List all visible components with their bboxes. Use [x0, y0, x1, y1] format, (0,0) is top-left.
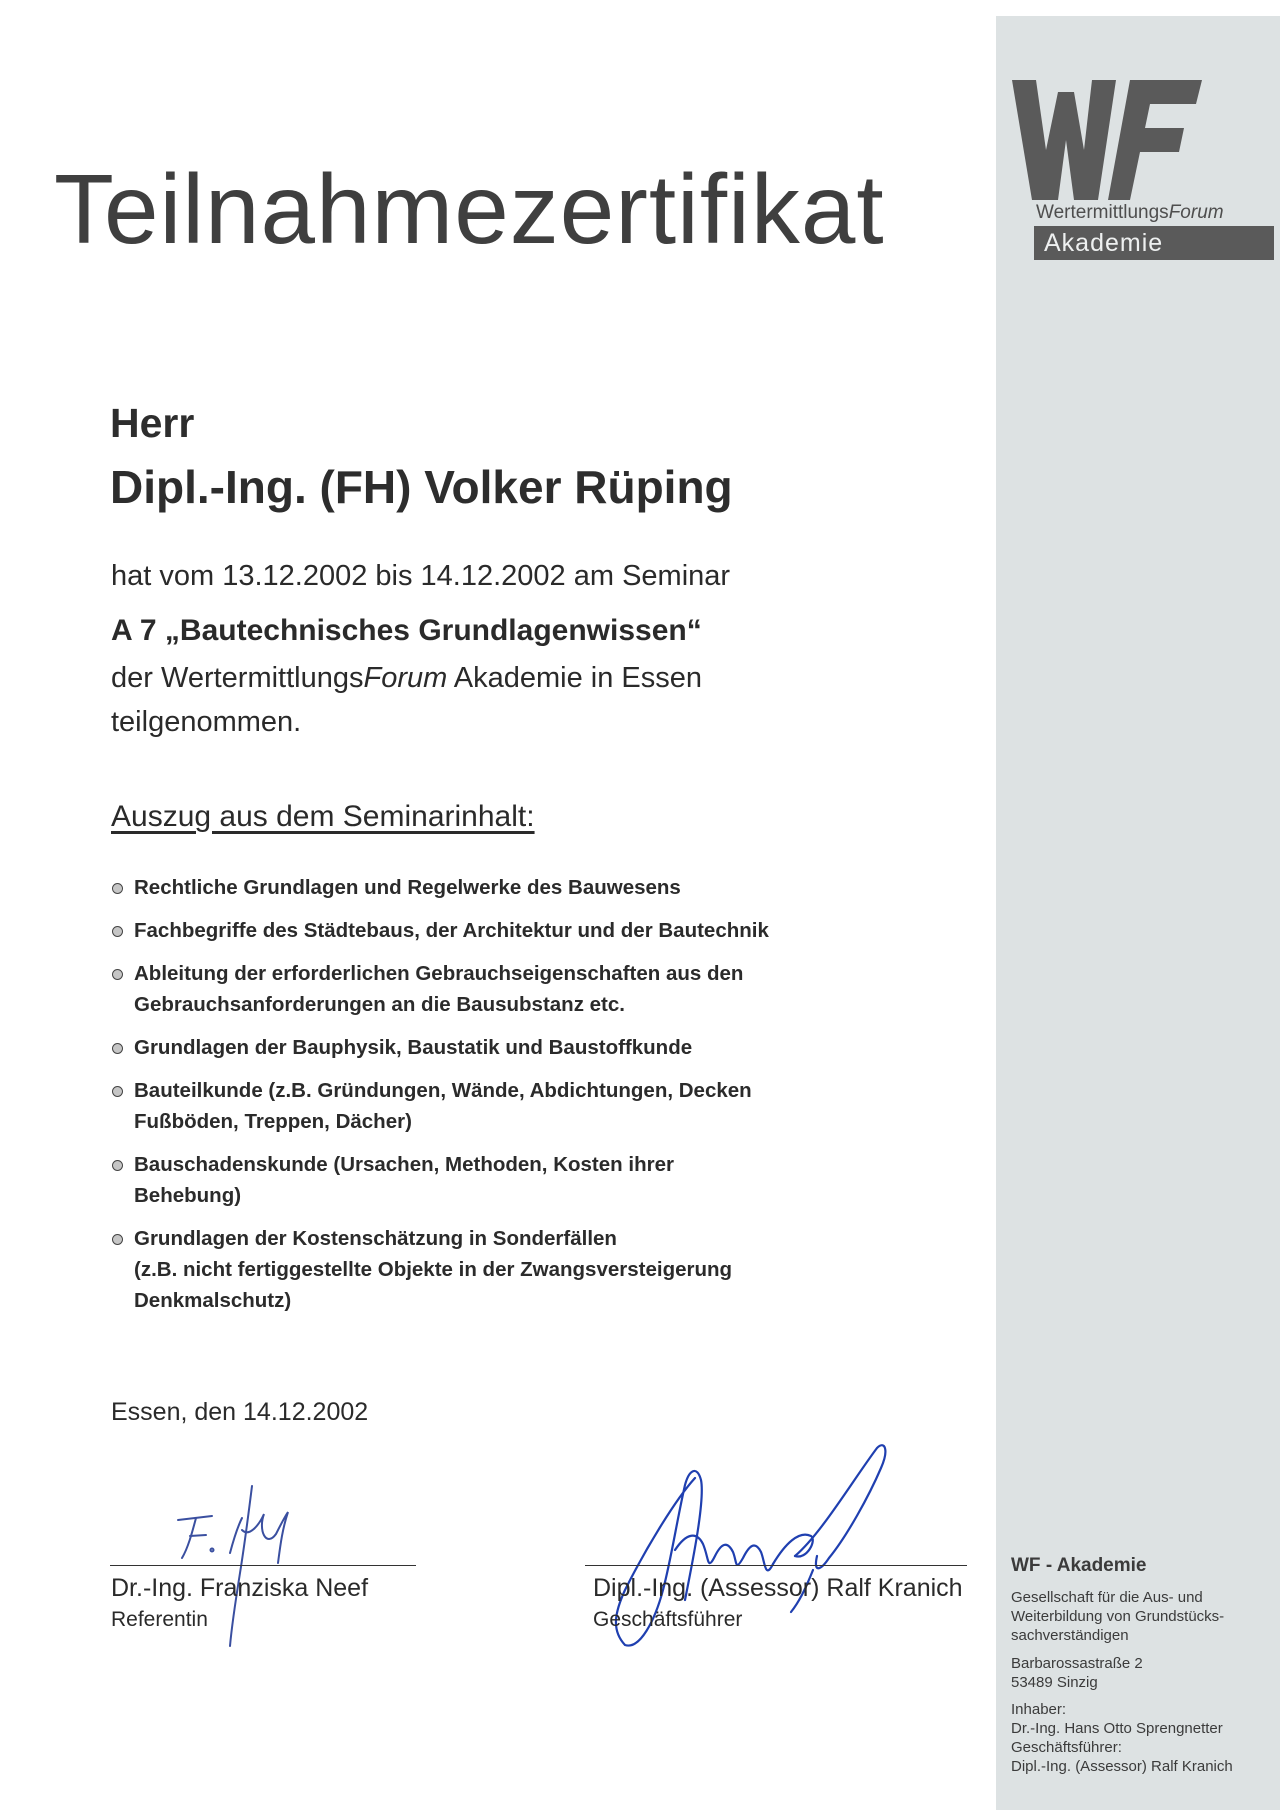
- content-item-line: Bauschadenskunde (Ursachen, Methoden, Kosten ihrer: [134, 1153, 674, 1176]
- bullet-icon: [112, 1160, 123, 1171]
- logo-subtitle: WertermittlungsForum: [1036, 202, 1224, 223]
- content-item: [110, 958, 830, 1020]
- organizer-line: der WertermittlungsForum Akademie in Essen: [111, 662, 702, 694]
- address-owner: Dr.-Ing. Hans Otto Sprengnetter: [1011, 1720, 1223, 1737]
- bullet-icon: [112, 1234, 123, 1245]
- place-date: Essen, den 14.12.2002: [111, 1398, 369, 1426]
- logo-academy-label: Akademie: [1044, 229, 1164, 257]
- sidebar-panel: [996, 16, 1280, 1810]
- content-heading: Auszug aus dem Seminarinhalt:: [111, 800, 535, 833]
- content-item: [110, 1032, 830, 1063]
- attendance-dates: hat vom 13.12.2002 bis 14.12.2002 am Seminar: [111, 560, 731, 592]
- address-city: 53489 Sinzig: [1011, 1674, 1098, 1691]
- signer-right-role: Geschäftsführer: [593, 1608, 743, 1631]
- signer-left-name: Dr.-Ing. Franziska Neef: [111, 1574, 369, 1602]
- signer-left-role: Referentin: [111, 1608, 208, 1631]
- address-ceo-label: Geschäftsführer:: [1011, 1739, 1122, 1756]
- address-ceo: Dipl.-Ing. (Assessor) Ralf Kranich: [1011, 1758, 1233, 1775]
- content-item-line: Behebung): [134, 1184, 242, 1207]
- content-item-line: Fußböden, Treppen, Dächer): [134, 1110, 412, 1133]
- bullet-icon: [112, 926, 123, 937]
- content-item-line: (z.B. nicht fertiggestellte Objekte in der Zwangsversteigerung: [134, 1258, 733, 1281]
- bullet-icon: [112, 883, 123, 894]
- signature-line-right: [585, 1565, 967, 1566]
- content-item-line: Fachbegriffe des Städtebaus, der Architektur und der Bautechnik: [134, 919, 769, 942]
- signer-right-name: Dipl.-Ing. (Assessor) Ralf Kranich: [593, 1574, 963, 1602]
- content-item-line: Bauteilkunde (z.B. Gründungen, Wände, Abdichtungen, Decken: [134, 1079, 752, 1102]
- content-item: [110, 872, 830, 903]
- logo-academy-bar: [1034, 226, 1274, 260]
- content-item-line: Grundlagen der Kostenschätzung in Sonderfällen: [134, 1227, 617, 1250]
- content-item-line: Denkmalschutz): [134, 1289, 292, 1312]
- content-item-line: Grundlagen der Bauphysik, Baustatik und Baustoffkunde: [134, 1036, 693, 1059]
- address-description-3: sachverständigen: [1011, 1627, 1129, 1644]
- bullet-icon: [112, 1043, 123, 1054]
- content-item: [110, 1149, 830, 1211]
- address-description-1: Gesellschaft für die Aus- und: [1011, 1589, 1203, 1606]
- seminar-title: A 7 „Bautechnisches Grundlagenwissen“: [111, 614, 702, 647]
- salutation: Herr: [110, 400, 195, 446]
- content-item-line: Ableitung der erforderlichen Gebrauchseigenschaften aus den: [134, 962, 744, 985]
- content-item: [110, 1075, 830, 1137]
- bullet-icon: [112, 969, 123, 980]
- attended-line: teilgenommen.: [111, 706, 302, 738]
- recipient-name: Dipl.-Ing. (FH) Volker Rüping: [110, 461, 733, 513]
- content-item-line: Gebrauchsanforderungen an die Bausubstanz etc.: [134, 993, 625, 1016]
- content-item-line: Rechtliche Grundlagen und Regelwerke des Bauwesens: [134, 876, 681, 899]
- bullet-icon: [112, 1086, 123, 1097]
- address-street: Barbarossastraße 2: [1011, 1655, 1143, 1672]
- address-owner-label: Inhaber:: [1011, 1701, 1067, 1718]
- content-item: [110, 1223, 830, 1316]
- address-description-2: Weiterbildung von Grundstücks-: [1011, 1608, 1225, 1625]
- address-company: WF - Akademie: [1011, 1555, 1147, 1576]
- seminar-content-list: [110, 872, 830, 1328]
- certificate-title: Teilnahmezertifikat: [54, 154, 885, 264]
- signature-line-left: [110, 1565, 416, 1566]
- content-item: [110, 915, 830, 946]
